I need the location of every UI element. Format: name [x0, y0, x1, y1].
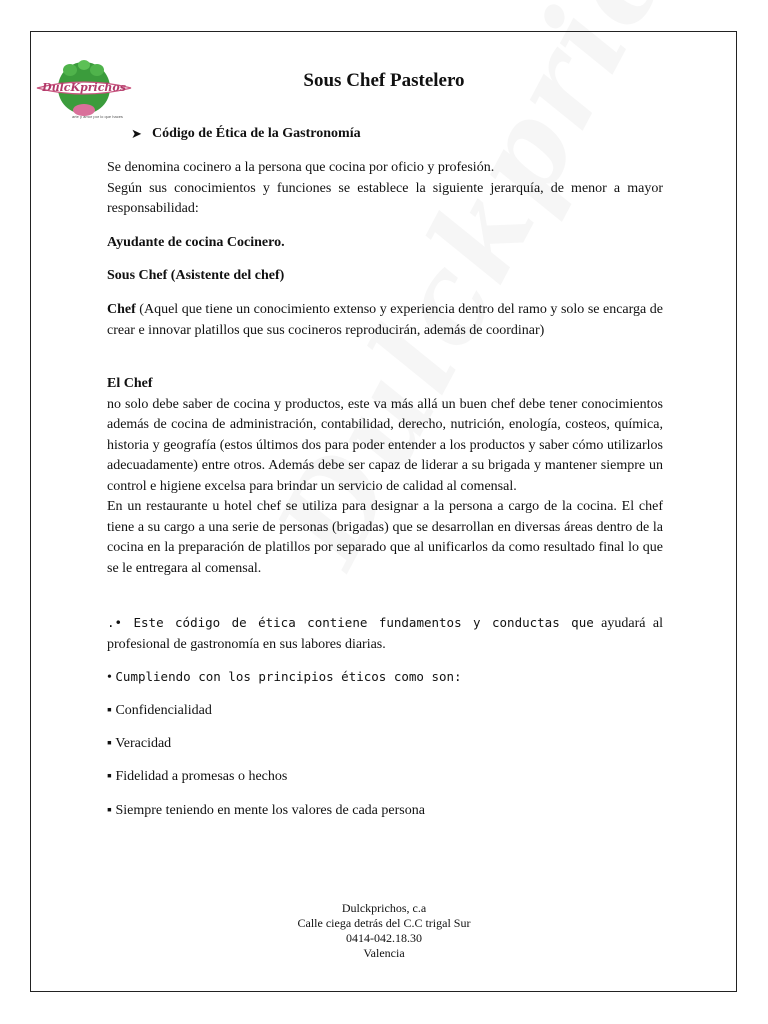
bullet-item — [107, 701, 663, 722]
small-bullet-icon: ▪ — [107, 769, 116, 784]
footer-address: Calle ciega detrás del C.C trigal Sur — [297, 916, 471, 930]
bullet-dot-icon: • — [107, 670, 116, 685]
intro-line-1: Se denomina cocinero a la persona que cocina por oficio y profesión. — [107, 160, 495, 175]
section-heading: Código de Ética de la Gastronomía — [152, 126, 361, 141]
arrow-bullet-icon: ➤ — [131, 126, 142, 141]
principios-intro: Cumpliendo con los principios éticos como son: — [115, 669, 462, 684]
rank-assistant: Ayudante de cocina Cocinero. — [107, 235, 285, 250]
el-chef-paragraph-2: En un restaurante u hotel chef se utiliza para designar a la persona a cargo de la cocina. El chef tiene a su cargo a una serie de personas (brigadas) que se desarrollan en diversas áreas dentro de la cocina en la preparación de platillos por separado que al unificarlos da como resultado final lo que se le entregara al comensal. — [107, 499, 663, 576]
logo-text: DulcKprichos — [42, 81, 126, 94]
codigo-rest: ayudará al profesional de gastronomía en sus labores diarias. — [107, 616, 663, 652]
small-bullet-icon: ▪ — [107, 736, 116, 751]
footer — [0, 901, 768, 961]
footer-city: Valencia — [363, 946, 405, 960]
page-title: Sous Chef Pastelero — [303, 70, 465, 91]
bullet-item-text: Veracidad — [115, 736, 172, 751]
chef-paragraph — [107, 300, 663, 341]
bullet-item-text: Confidencialidad — [115, 703, 212, 718]
logo-caption: arte y amor por lo que haces — [72, 114, 123, 119]
bullet-item — [107, 767, 663, 788]
intro-block — [107, 158, 663, 220]
intro-line-2: Según sus conocimientos y funciones se establece la siguiente jerarquía, de menor a mayor responsabilidad: — [107, 180, 663, 216]
small-bullet-icon: ▪ — [107, 803, 116, 818]
small-bullet-icon: ▪ — [107, 703, 116, 718]
bullet-item-text: Fidelidad a promesas o hechos — [115, 769, 288, 784]
codigo-prefix: .• Este código de ética contiene fundamentos y conductas que — [107, 615, 594, 630]
chef-label: Chef — [107, 302, 136, 317]
el-chef-block — [107, 374, 663, 579]
bullet-item — [107, 734, 663, 755]
rank-sous-chef: Sous Chef (Asistente del chef) — [107, 268, 285, 283]
bullet-item — [107, 801, 663, 822]
footer-phone: 0414-042.18.30 — [346, 931, 422, 945]
bullet-item-text: Siempre teniendo en mente los valores de cada persona — [115, 803, 425, 818]
el-chef-paragraph-1: no solo debe saber de cocina y productos, este va más allá un buen chef debe tener conocimientos además de cocina de administración, contabilidad, derecho, nutrición, enología, costeos, química, historia y geografía (estos últimos dos para poder entender a los productos y saber cómo utilizarlos adecuadamente) entre otros. Además debe ser capaz de liderar a su brigada y mantener siempre un control e higiene excelsa para brindar un servicio de calidad al comensal. — [107, 396, 663, 494]
principios-intro-line — [107, 667, 663, 689]
el-chef-heading: El Chef — [107, 376, 153, 391]
chef-description: (Aquel que tiene un conocimiento extenso y experiencia dentro del ramo y solo se encarga de crear e innovar platillos que sus cocineros reproducirán, además de coordinar) — [107, 302, 663, 338]
footer-company: Dulckprichos, c.a — [341, 901, 427, 915]
codigo-paragraph — [107, 613, 663, 655]
